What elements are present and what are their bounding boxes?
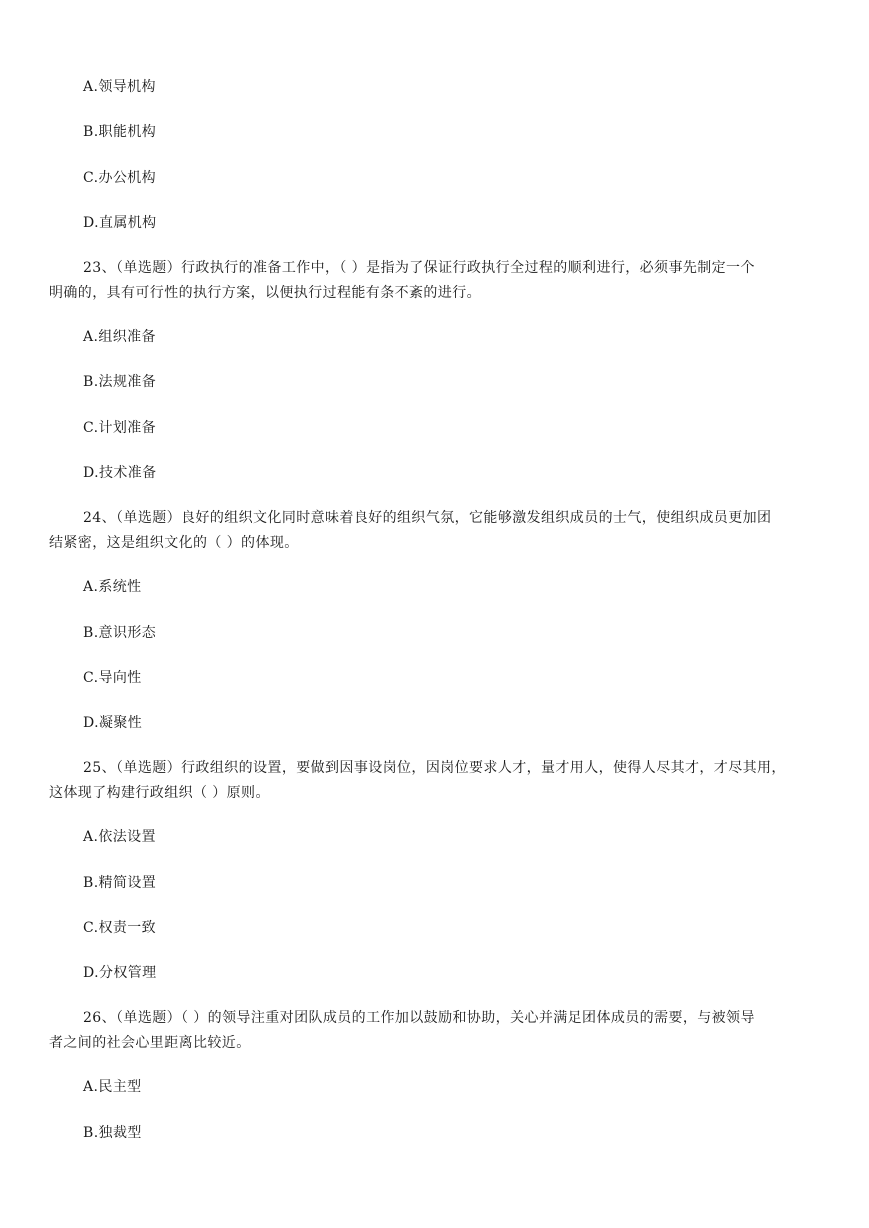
option-b: B.独裁型 [83, 1125, 142, 1141]
option-d: D.直属机构 [83, 215, 157, 231]
question-24-stem-line2: 结紧密，这是组织文化的（ ）的体现。 [49, 535, 299, 551]
question-26-stem-line1: 26、（单选题）（ ）的领导注重对团队成员的工作加以鼓励和协助，关心并满足团体成员的需要，与被领导 [83, 1010, 755, 1026]
option-d: D.凝聚性 [83, 715, 143, 731]
question-26-stem-line2: 者之间的社会心里距离比较近。 [49, 1035, 251, 1051]
question-25-stem-line1: 25、（单选题）行政组织的设置，要做到因事设岗位，因岗位要求人才，量才用人，使得人尽其才，才尽其用， [83, 760, 786, 776]
option-b: B.法规准备 [83, 374, 157, 390]
option-c: C.办公机构 [83, 170, 157, 186]
option-a: A.领导机构 [83, 79, 156, 95]
option-c: C.导向性 [83, 670, 142, 686]
option-a: A.民主型 [83, 1079, 142, 1095]
option-d: D.分权管理 [83, 965, 157, 981]
option-a: A.组织准备 [83, 329, 156, 345]
option-b: B.意识形态 [83, 625, 157, 641]
option-c: C.计划准备 [83, 420, 157, 436]
option-c: C.权责一致 [83, 920, 157, 936]
question-25-stem-line2: 这体现了构建行政组织（ ）原则。 [49, 785, 270, 801]
option-a: A.系统性 [83, 579, 142, 595]
option-b: B.职能机构 [83, 124, 157, 140]
question-23-stem-line2: 明确的，具有可行性的执行方案，以便执行过程能有条不紊的进行。 [49, 285, 481, 301]
option-d: D.技术准备 [83, 465, 157, 481]
question-23-stem-line1: 23、（单选题）行政执行的准备工作中，（ ）是指为了保证行政执行全过程的顺利进行，必须事先制定一个 [83, 260, 755, 276]
question-24-stem-line1: 24、（单选题）良好的组织文化同时意味着良好的组织气氛，它能够激发组织成员的士气，使组织成员更加团 [83, 510, 772, 526]
option-a: A.依法设置 [83, 829, 156, 845]
option-b: B.精简设置 [83, 875, 157, 891]
